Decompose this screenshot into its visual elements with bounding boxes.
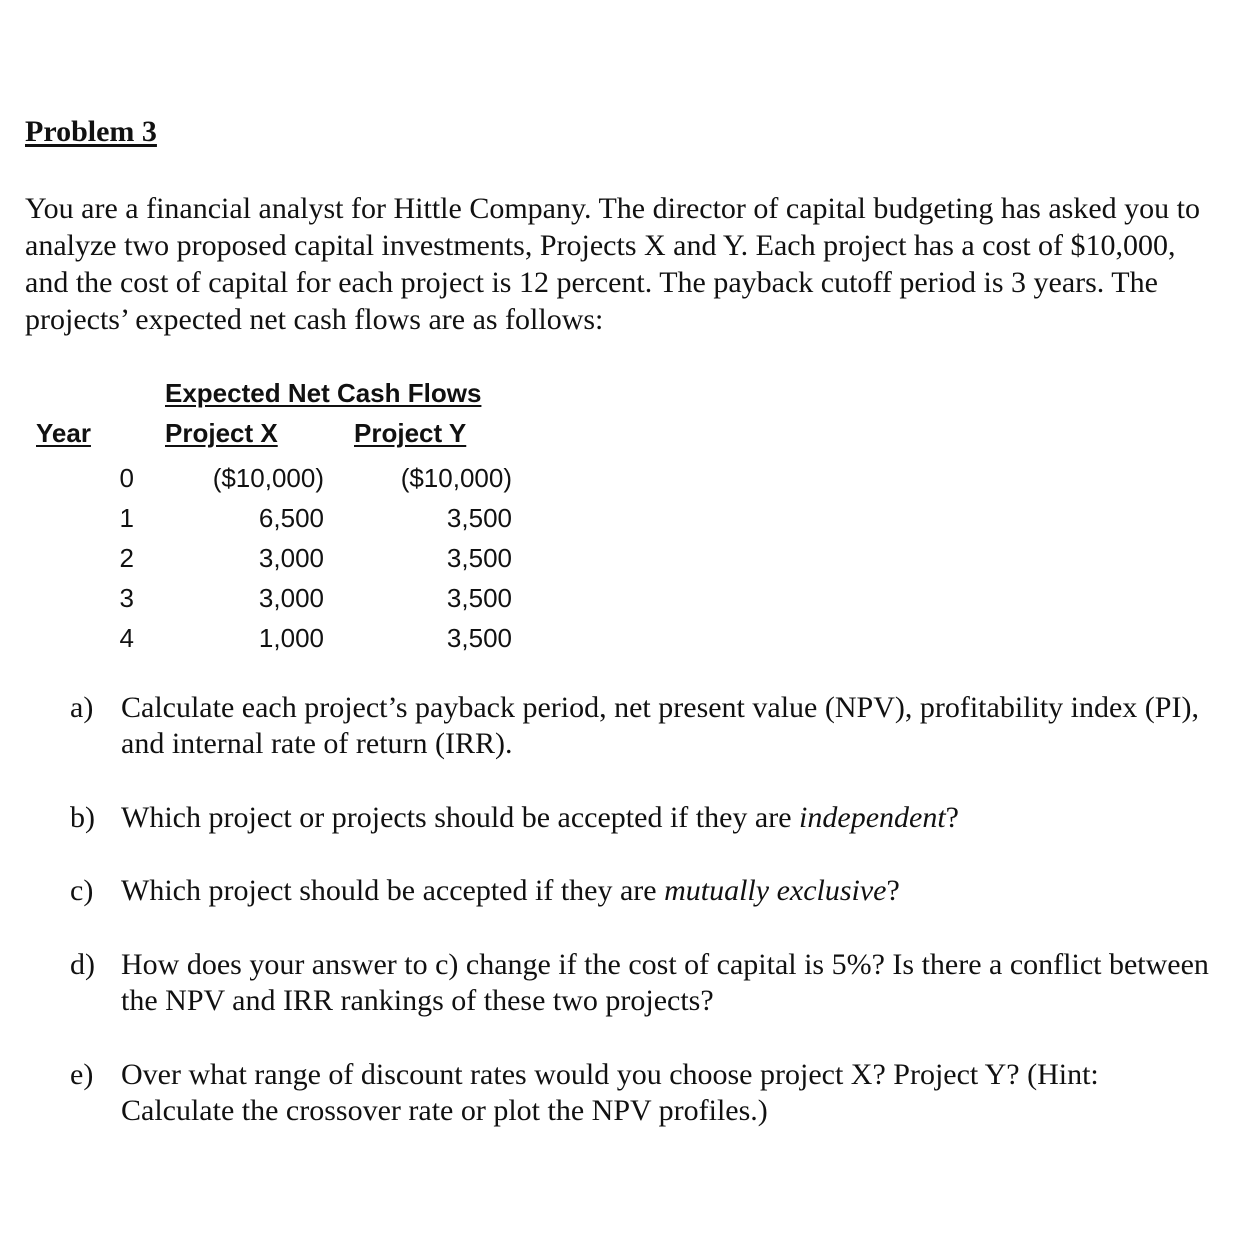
table-group-heading: Expected Net Cash Flows — [165, 378, 482, 408]
table-row — [0, 498, 600, 538]
project-y-cell: 3,500 — [446, 503, 512, 533]
project-y-cell: 3,500 — [446, 623, 512, 653]
question-label: c) — [70, 874, 94, 907]
project-x-cell: 1,000 — [258, 623, 324, 653]
question-text: How does your answer to c) change if the cost of capital is 5%? Is there a conflict between the NPV and IRR rankings of these two projects? — [121, 948, 1209, 1017]
question-text — [121, 800, 1211, 836]
question-label: b) — [70, 801, 95, 834]
project-x-cell: 3,000 — [258, 543, 324, 573]
year-cell: 3 — [119, 583, 134, 613]
table-row — [0, 458, 600, 498]
project-y-cell: 3,500 — [446, 543, 512, 573]
question-emphasis: independent — [799, 801, 946, 834]
question-text-end: ? — [945, 801, 959, 834]
question-label: e) — [70, 1058, 94, 1091]
project-x-cell: 6,500 — [258, 503, 324, 533]
year-cell: 2 — [119, 543, 134, 573]
table-header-project-x: Project X — [165, 418, 278, 448]
problem-title: Problem 3 — [25, 115, 157, 148]
question-label: d) — [70, 948, 95, 981]
project-x-cell: ($10,000) — [212, 463, 324, 493]
question-text-start: Which project should be accepted if they are — [121, 874, 665, 907]
question-text — [121, 873, 1211, 909]
year-cell: 4 — [119, 623, 134, 653]
question-text-end: ? — [886, 874, 900, 907]
year-cell: 1 — [119, 503, 134, 533]
question-text: Calculate each project’s payback period, net present value (NPV), profitability index (PI), and internal rate of return (IRR). — [121, 691, 1199, 760]
question-emphasis: mutually exclusive — [664, 874, 887, 907]
problem-intro: You are a financial analyst for Hittle Company. The director of capital budgeting has asked you to analyze two proposed capital investments, Projects X and Y. Each project has a cost of $10,000, and the cost of capital for each project is 12 percent. The payback cutoff period is 3 years. The projects’ expected net cash flows are as follows: — [25, 192, 1200, 336]
table-row — [0, 618, 600, 658]
question-text-start: Which project or projects should be accepted if they are — [121, 801, 800, 834]
question-text: Over what range of discount rates would you choose project X? Project Y? (Hint: Calculate the crossover rate or plot the NPV profiles.) — [121, 1058, 1099, 1127]
question-label: a) — [70, 691, 94, 724]
table-row — [0, 578, 600, 618]
project-y-cell: ($10,000) — [400, 463, 512, 493]
table-header-project-y: Project Y — [354, 418, 467, 448]
table-header-year: Year — [36, 418, 91, 448]
table-row — [0, 538, 600, 578]
cash-flow-table — [0, 458, 600, 658]
year-cell: 0 — [119, 463, 134, 493]
project-x-cell: 3,000 — [258, 583, 324, 613]
project-y-cell: 3,500 — [446, 583, 512, 613]
